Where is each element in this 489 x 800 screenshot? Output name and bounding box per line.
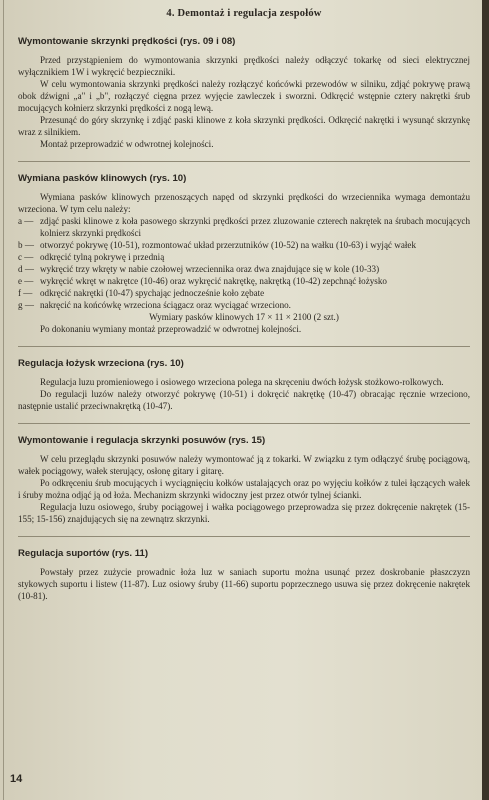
list-item: [18, 275, 470, 287]
list-letter: f —: [18, 288, 33, 298]
section-feed-gearbox: [18, 435, 470, 525]
paragraph: Po odkręceniu śrub mocujących i wyciągnięciu kołków ustalających oraz po wyjęciu kołków z tulei łączących wałek i śruby można odjąć ją od łoża. Mechanizm skrzynki widoczny jest przez otwór tylnej ścianki.: [18, 478, 470, 500]
section-title: Regulacja łożysk wrzeciona (rys. 10): [18, 358, 184, 369]
paragraph: Montaż przeprowadzić w odwrotnej kolejności.: [40, 139, 214, 149]
list-letter: c —: [18, 252, 34, 262]
paragraph: Przed przystąpieniem do wymontowania skrzynki prędkości należy odłączyć tokarkę od sieci elektrycznej wyłącznikiem 1W i wykręcić bezpieczniki.: [18, 55, 470, 77]
paragraph: Powstały przez zużycie prowadnic łoża luz w saniach suportu można usunąć przez doskrobanie płaszczyzn stykowych suportu i listew (11-87). Luz osiowy śruby (11-66) suportu poprzecznego usuwa się przez dokręcenie nakrętek (10-81).: [18, 567, 470, 601]
section-carriage-adjustment: [18, 548, 470, 602]
list-item: [18, 299, 470, 311]
paragraph: Do regulacji luzów należy otworzyć pokrywę (10-51) i dokręcić nakrętkę (10-47) obracając ręcznie wrzeciono, następnie ustalić przeciwnakrętką (10-47).: [18, 389, 470, 411]
page-number: 14: [10, 773, 23, 785]
page-content: [18, 8, 470, 602]
list-text: wykręcić trzy wkręty w nabie czołowej wrzeciennika oraz dwa znajdujące się w kole (10-33): [40, 264, 380, 274]
list-item: [18, 251, 470, 263]
section-divider: [18, 161, 470, 162]
list-text: otworzyć pokrywę (10-51), rozmontować układ przerzutników (10-52) na wałku (10-63) i wyjąć wałek: [40, 240, 417, 250]
paragraph: Przesunąć do góry skrzynkę i zdjąć paski klinowe z koła skrzynki prędkości. Odkręcić nakrętki i wysunąć skrzynkę wraz z silnikiem.: [18, 115, 470, 137]
paragraph: W celu przeglądu skrzynki posuwów należy wymontować ją z tokarki. W związku z tym odłączyć śrubę pociągową, wałek pociągowy, wałek sterujący, osłonę gitary i gitarę.: [18, 454, 470, 476]
list-item: [18, 239, 470, 251]
section-speed-gearbox-removal: [18, 36, 470, 150]
paragraph: W celu wymontowania skrzynki prędkości należy rozłączyć końcówki przewodów w silniku, zdjąć pokrywę prawą obok dźwigni „a" i „b", rozłączyć cięgna przez wyjęcie zawleczek i sworzni. Odkręcić wstępnie cztery nakrętki śrub mocujących kołnierz skrzynki prędkości z nogą lewą.: [18, 79, 470, 113]
list-letter: e —: [18, 276, 34, 286]
belt-dimensions: Wymiary pasków klinowych 17 × 11 × 2100 (2 szt.): [149, 312, 339, 322]
list-letter: g —: [18, 300, 34, 310]
list-text: odkręcić tylną pokrywę i przednią: [40, 252, 165, 262]
step-list: [18, 215, 470, 311]
list-letter: a —: [18, 216, 34, 226]
section-divider: [18, 423, 470, 424]
section-title: Wymontowanie skrzynki prędkości (rys. 09 i 08): [18, 36, 236, 47]
section-title: Regulacja suportów (rys. 11): [18, 548, 149, 559]
list-letter: b —: [18, 240, 34, 250]
list-text: odkręcić nakrętki (10-47) spychając jednocześnie koło zębate: [40, 288, 265, 298]
section-spindle-bearing-adjustment: [18, 358, 470, 412]
page-edge: [3, 0, 4, 800]
section-divider: [18, 536, 470, 537]
list-text: wykręcić wkręt w nakrętce (10-46) oraz wykręcić nakrętkę, nakrętką (10-42) zepchnąć łożysko: [40, 276, 387, 286]
section-title: Wymiana pasków klinowych (rys. 10): [18, 173, 187, 184]
list-text: zdjąć paski klinowe z koła pasowego skrzynki prędkości przez zluzowanie czterech nakrętek na śrubach mocujących kolnierz skrzynki prędkości: [40, 216, 470, 238]
list-letter: d —: [18, 264, 34, 274]
section-title: Wymontowanie i regulacja skrzynki posuwów (rys. 15): [18, 435, 266, 446]
paragraph: Po dokonaniu wymiany montaż przeprowadzić w odwrotnej kolejności.: [40, 324, 302, 334]
list-text: nakręcić na końcówkę wrzeciona ściągacz oraz wyciągać wrzeciono.: [40, 300, 291, 310]
list-item: [18, 287, 470, 299]
paragraph: Regulacja luzu promieniowego i osiowego wrzeciona polega na skręceniu dwóch łożysk stożkowo-rolkowych.: [40, 377, 444, 387]
section-divider: [18, 346, 470, 347]
list-item: [18, 215, 470, 239]
paragraph: Regulacja luzu osiowego, śruby pociągowej i wałka pociągowego przeprowadza się przez dokręcenie nakrętek (15-155; 15-156) znajdujących się na zewnątrz skrzynki.: [18, 502, 470, 524]
list-item: [18, 263, 470, 275]
section-v-belt-replacement: [18, 173, 470, 335]
paragraph: Wymiana pasków klinowych przenoszących napęd od skrzynki prędkości do wrzeciennika wymaga demontażu wrzeciona. W tym celu należy:: [18, 192, 470, 214]
chapter-title: 4. Demontaż i regulacja zespołów: [166, 8, 322, 19]
